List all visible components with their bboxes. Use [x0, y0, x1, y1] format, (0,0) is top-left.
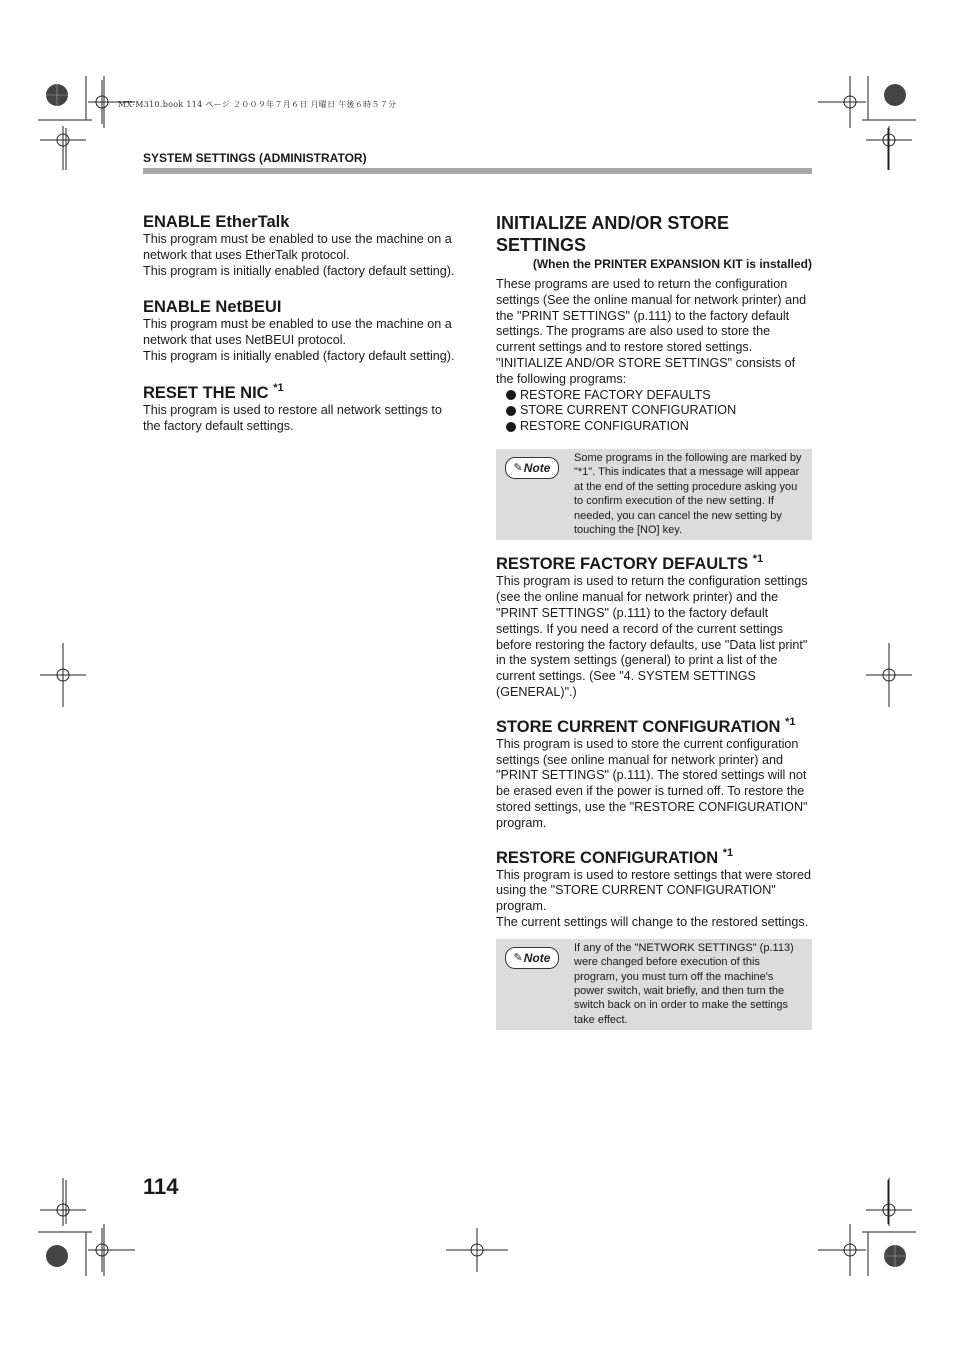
list-item: RESTORE FACTORY DEFAULTS — [506, 388, 812, 404]
bullet-icon — [506, 406, 516, 416]
heading-restore-configuration: RESTORE CONFIGURATION $^{*1}$ — [496, 846, 734, 867]
heading-store-current-configuration: STORE CURRENT CONFIGURATION $^{*1}$ — [496, 715, 796, 736]
note-box — [496, 449, 812, 540]
section-store-current-configuration — [496, 717, 812, 832]
right-column — [496, 212, 812, 1030]
paragraph: These programs are used to return the configuration settings (See the online manual for network printer) and the "PRINT SETTINGS" (p.111) to the factory default settings. The programs are also used to store the current settings and to restore stored settings. "INITIALIZE AND/OR STORE SETTINGS" consists of the following programs: — [496, 277, 807, 386]
paragraph: This program is initially enabled (factory default setting). — [143, 348, 455, 363]
heading-restore-factory-defaults: RESTORE FACTORY DEFAULTS $^{*1}$ — [496, 553, 764, 574]
heading-enable-netbeui: ENABLE NetBEUI — [143, 298, 282, 317]
heading-subtitle: (When the PRINTER EXPANSION KIT is installed) — [532, 257, 812, 271]
list-item: STORE CURRENT CONFIGURATION — [506, 403, 812, 419]
heading-enable-ethertalk: ENABLE EtherTalk — [143, 213, 290, 231]
footnote-marker: *1 — [752, 553, 764, 566]
paragraph: This program is used to store the current configuration settings (see online manual for network printer) and "PRINT SETTINGS" (p.111). The stored settings will not be erased even if the power is turned off. To restore the stored settings, use the "RESTORE CONFIGURATION" program. — [496, 736, 808, 830]
bullet-icon — [506, 422, 516, 432]
section-restore-factory-defaults — [496, 554, 812, 700]
program-list — [496, 388, 812, 435]
note-box — [496, 939, 812, 1030]
paragraph: This program is initially enabled (factory default setting). — [143, 263, 455, 278]
note-text: If any of the "NETWORK SETTINGS" (p.113) were changed before execution of this program, you must turn off the machine's power switch, wait briefly, and then turn the switch back on in order to make the settings take effect. — [574, 941, 794, 1026]
section-enable-netbeui — [143, 297, 461, 364]
section-enable-ethertalk — [143, 212, 461, 279]
running-head: SYSTEM SETTINGS (ADMINISTRATOR) — [143, 151, 367, 165]
footnote-marker: *1 — [722, 846, 734, 859]
note-pencil-icon: ✎ Note — [505, 947, 559, 969]
page-number: 114 — [143, 1174, 179, 1199]
section-restore-configuration — [496, 848, 812, 931]
header-rule — [143, 168, 812, 174]
paragraph: This program is used to restore settings that were stored using the "STORE CURRENT CONFIGURATION" program. — [496, 867, 811, 914]
paragraph: This program is used to restore all network settings to the factory default settings. — [143, 402, 442, 433]
heading-initialize-store: INITIALIZE AND/OR STORE SETTINGS — [496, 213, 730, 255]
paragraph: This program must be enabled to use the machine on a network that uses EtherTalk protocol. — [143, 232, 452, 262]
list-item: RESTORE CONFIGURATION — [506, 419, 812, 435]
paragraph: The current settings will change to the restored settings. — [496, 914, 809, 929]
footnote-marker: *1 — [273, 381, 284, 394]
footnote-marker: *1 — [785, 715, 796, 728]
note-pencil-icon: ✎ Note — [505, 457, 559, 479]
section-reset-nic — [143, 383, 461, 435]
section-initialize-store — [496, 212, 812, 435]
paragraph: This program is used to return the configuration settings (see the online manual for network printer) and the "PRINT SETTINGS" (p.111) to the factory default settings. If you need a record of the current settings before restoring the factory defaults, use "Data list print" in the system settings (general) to print a list of the current settings. (See "4. SYSTEM SETTINGS (GENERAL)".) — [496, 574, 808, 699]
print-slug-line: MX-M310.book 114 ページ ２００９年７月６日 月曜日 午後６時５７分 — [118, 100, 397, 109]
left-column — [143, 212, 461, 452]
note-icon-cell — [496, 939, 574, 1030]
paragraph: This program must be enabled to use the machine on a network that uses NetBEUI protocol. — [143, 317, 452, 348]
note-icon-cell — [496, 449, 574, 540]
heading-reset-nic: RESET THE NIC $^{*1}$ — [143, 381, 284, 402]
note-text: Some programs in the following are marked by "*1". This indicates that a message will appear at the end of the setting procedure asking you to confirm execution of the new setting. If needed, you can cancel the new setting by touching the [NO] key. — [574, 451, 802, 536]
bullet-icon — [506, 390, 516, 400]
